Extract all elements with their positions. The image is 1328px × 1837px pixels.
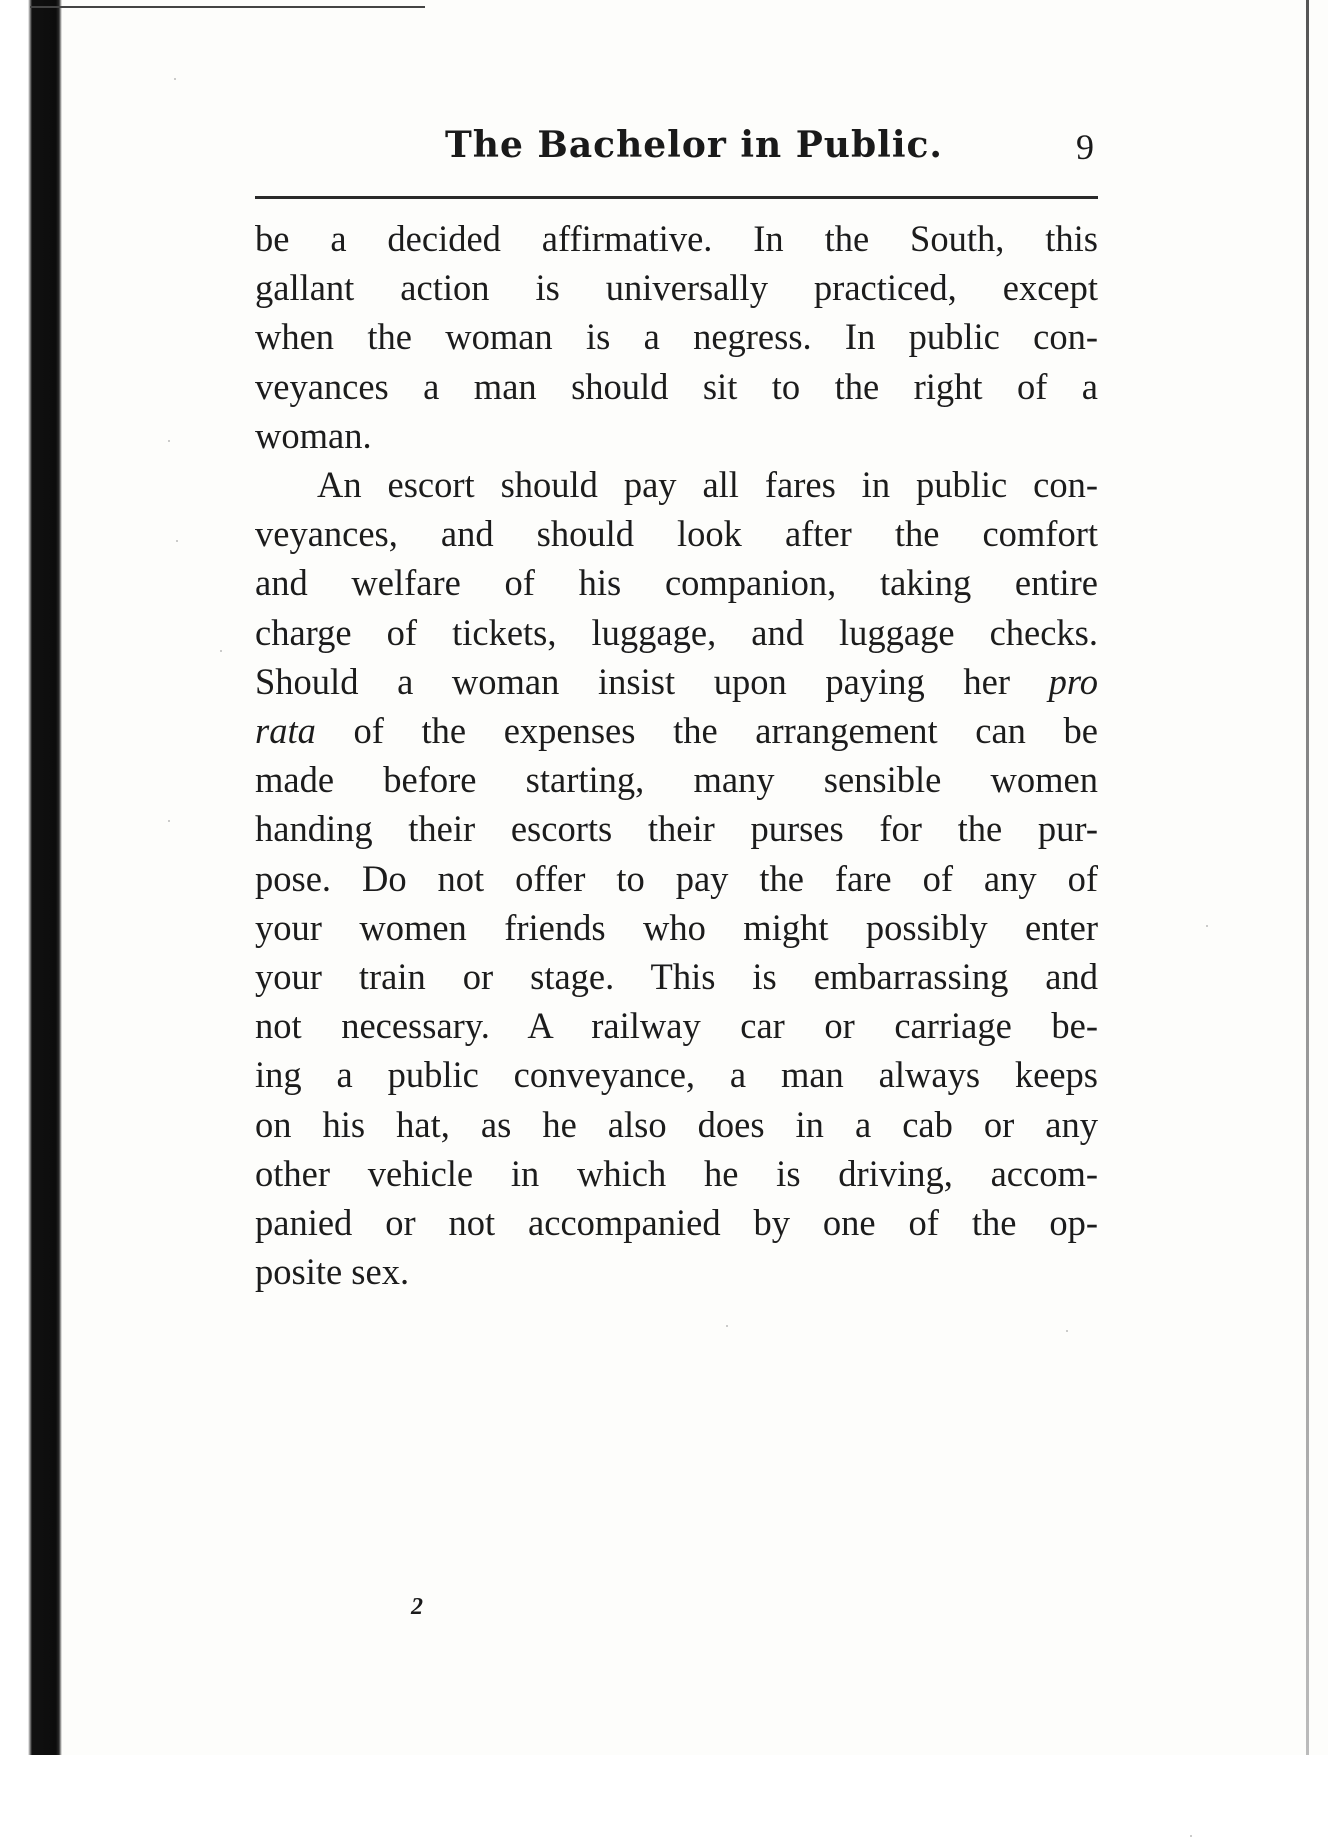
scan-speck	[1066, 1330, 1068, 1332]
signature-mark: 2	[411, 1594, 423, 1620]
paragraph-p1	[255, 214, 1098, 460]
text-line: woman.	[255, 414, 372, 456]
text-line: Should a woman insist upon paying her pro	[255, 660, 1098, 702]
scan-speck	[176, 540, 178, 542]
text-line: not necessary. A railway car or carriage be-	[255, 1005, 1098, 1047]
right-page-edge	[1306, 0, 1309, 1755]
text-line: other vehicle in which he is driving, accom-	[255, 1152, 1098, 1194]
text-line: be a decided affirmative. In the South, this	[255, 218, 1098, 259]
text-line: handing their escorts their purses for the pur-	[255, 808, 1098, 850]
text-line: gallant action is universally practiced, except	[255, 267, 1098, 309]
scan-speck	[220, 650, 222, 652]
text-line: your train or stage. This is embarrassing and	[255, 956, 1098, 998]
text-line: An escort should pay all fares in public con-	[317, 464, 1098, 506]
top-edge-rule	[30, 6, 425, 8]
text-line: rata of the expenses the arrangement can be	[255, 710, 1098, 752]
scan-speck	[1206, 925, 1208, 927]
text-line: made before starting, many sensible women	[255, 759, 1098, 801]
text-line: panied or not accompanied by one of the op-	[255, 1202, 1098, 1244]
text-line: charge of tickets, luggage, and luggage checks.	[255, 611, 1098, 653]
paragraph-p2	[255, 460, 1098, 1296]
page-number: 9	[1076, 127, 1094, 167]
text-line: veyances, and should look after the comfort	[255, 513, 1098, 555]
page-header	[255, 124, 1098, 184]
scan-speck	[168, 440, 170, 442]
running-title: The Bachelor in Public.	[445, 124, 943, 166]
text-line: your women friends who might possibly enter	[255, 906, 1098, 948]
text-line: when the woman is a negress. In public con-	[255, 316, 1098, 358]
body-text	[255, 214, 1098, 1296]
scan-speck	[174, 78, 176, 80]
text-line: ing a public conveyance, a man always keeps	[255, 1054, 1098, 1096]
scan-speck	[726, 1325, 728, 1327]
text-line: pose. Do not offer to pay the fare of any of	[255, 857, 1098, 899]
text-line: posite sex.	[255, 1251, 410, 1293]
text-line: on his hat, as he also does in a cab or any	[255, 1103, 1098, 1145]
text-line: and welfare of his companion, taking entire	[255, 562, 1098, 604]
text-line: veyances a man should sit to the right of a	[255, 365, 1098, 407]
scan-speck	[168, 820, 170, 822]
header-rule	[255, 196, 1098, 199]
binding-edge	[0, 0, 62, 1755]
